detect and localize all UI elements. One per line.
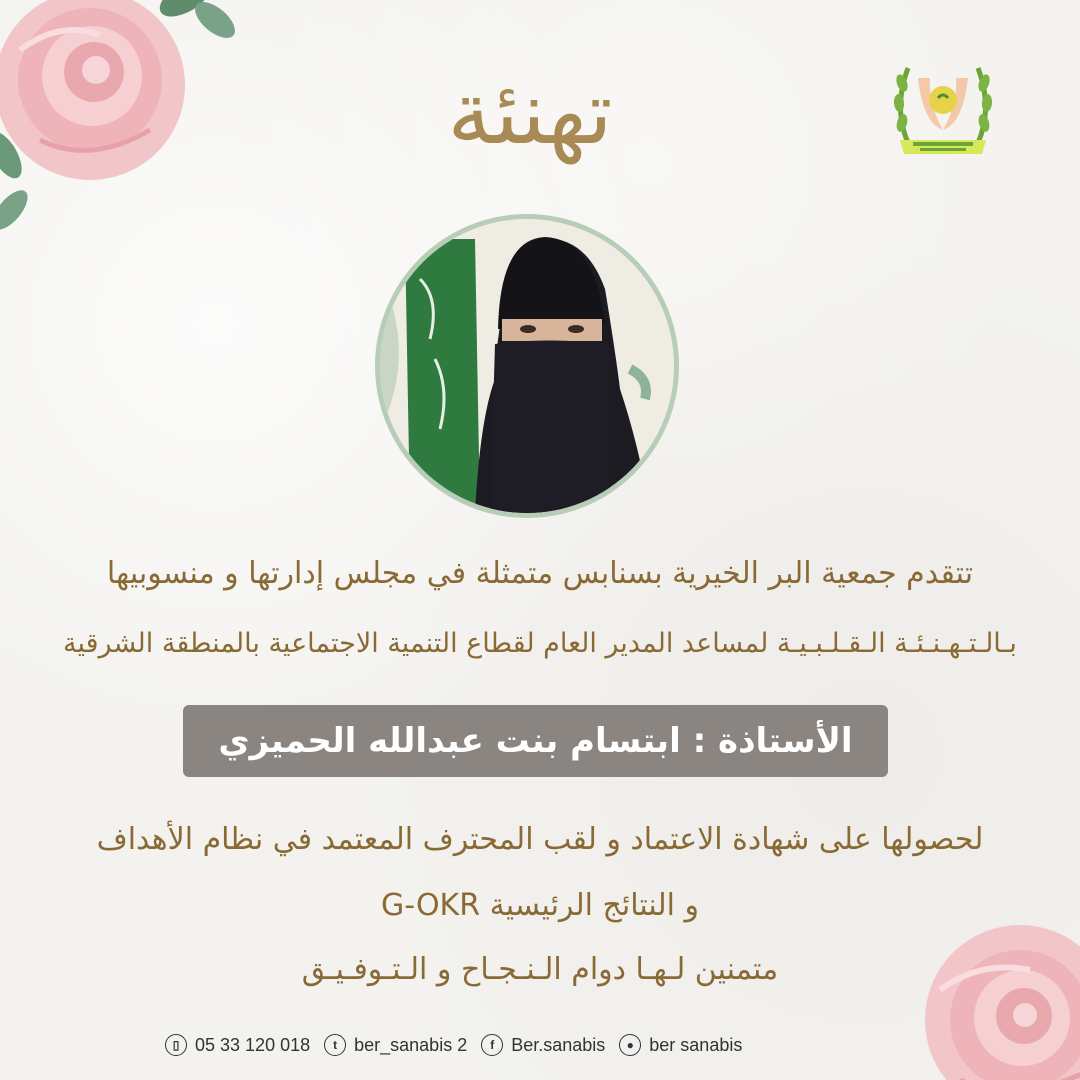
wishes-line: متمنين لـهـا دوام الـنـجـاح و الـتـوفـيـق	[301, 952, 779, 987]
phone-number: 05 33 120 018	[195, 1034, 311, 1055]
honoree-banner	[183, 705, 888, 777]
portrait-photo	[380, 219, 674, 513]
snapchat-icon: ●	[619, 1034, 641, 1056]
snapchat-handle: ber sanabis	[649, 1034, 743, 1055]
contact-footer	[165, 1030, 765, 1060]
page-title: تهنئة	[447, 61, 613, 164]
twitter-handle: ber_sanabis 2	[354, 1034, 468, 1055]
facebook-icon: f	[481, 1034, 503, 1056]
honoree-name: الأستاذة : ابتسام بنت عبدالله الحميزي	[218, 721, 853, 761]
okr-line: و النتائج الرئيسية G-OKR	[381, 888, 699, 923]
rose-decoration-top-left	[0, 0, 240, 240]
portrait-illustration	[380, 219, 674, 513]
achievement-line: لحصولها على شهادة الاعتماد و لقب المحترف المعتمد في نظام الأهداف	[96, 822, 984, 857]
congratulation-line: بـالـتـهـنـئـة الـقـلـبـيـة لمساعد المدير العام لقطاع التنمية الاجتماعية بالمنطقة الشرقية	[63, 628, 1017, 659]
facebook-handle: Ber.sanabis	[511, 1034, 606, 1055]
intro-line: تتقدم جمعية البر الخيرية بسنابس متمثلة في مجلس إدارتها و منسوبيها	[106, 556, 974, 591]
portrait-ring	[375, 214, 679, 518]
charity-logo	[888, 48, 998, 160]
phone-icon: ▯	[165, 1034, 187, 1056]
twitter-icon: t	[324, 1034, 346, 1056]
rose-decoration-bottom-right	[870, 910, 1080, 1080]
